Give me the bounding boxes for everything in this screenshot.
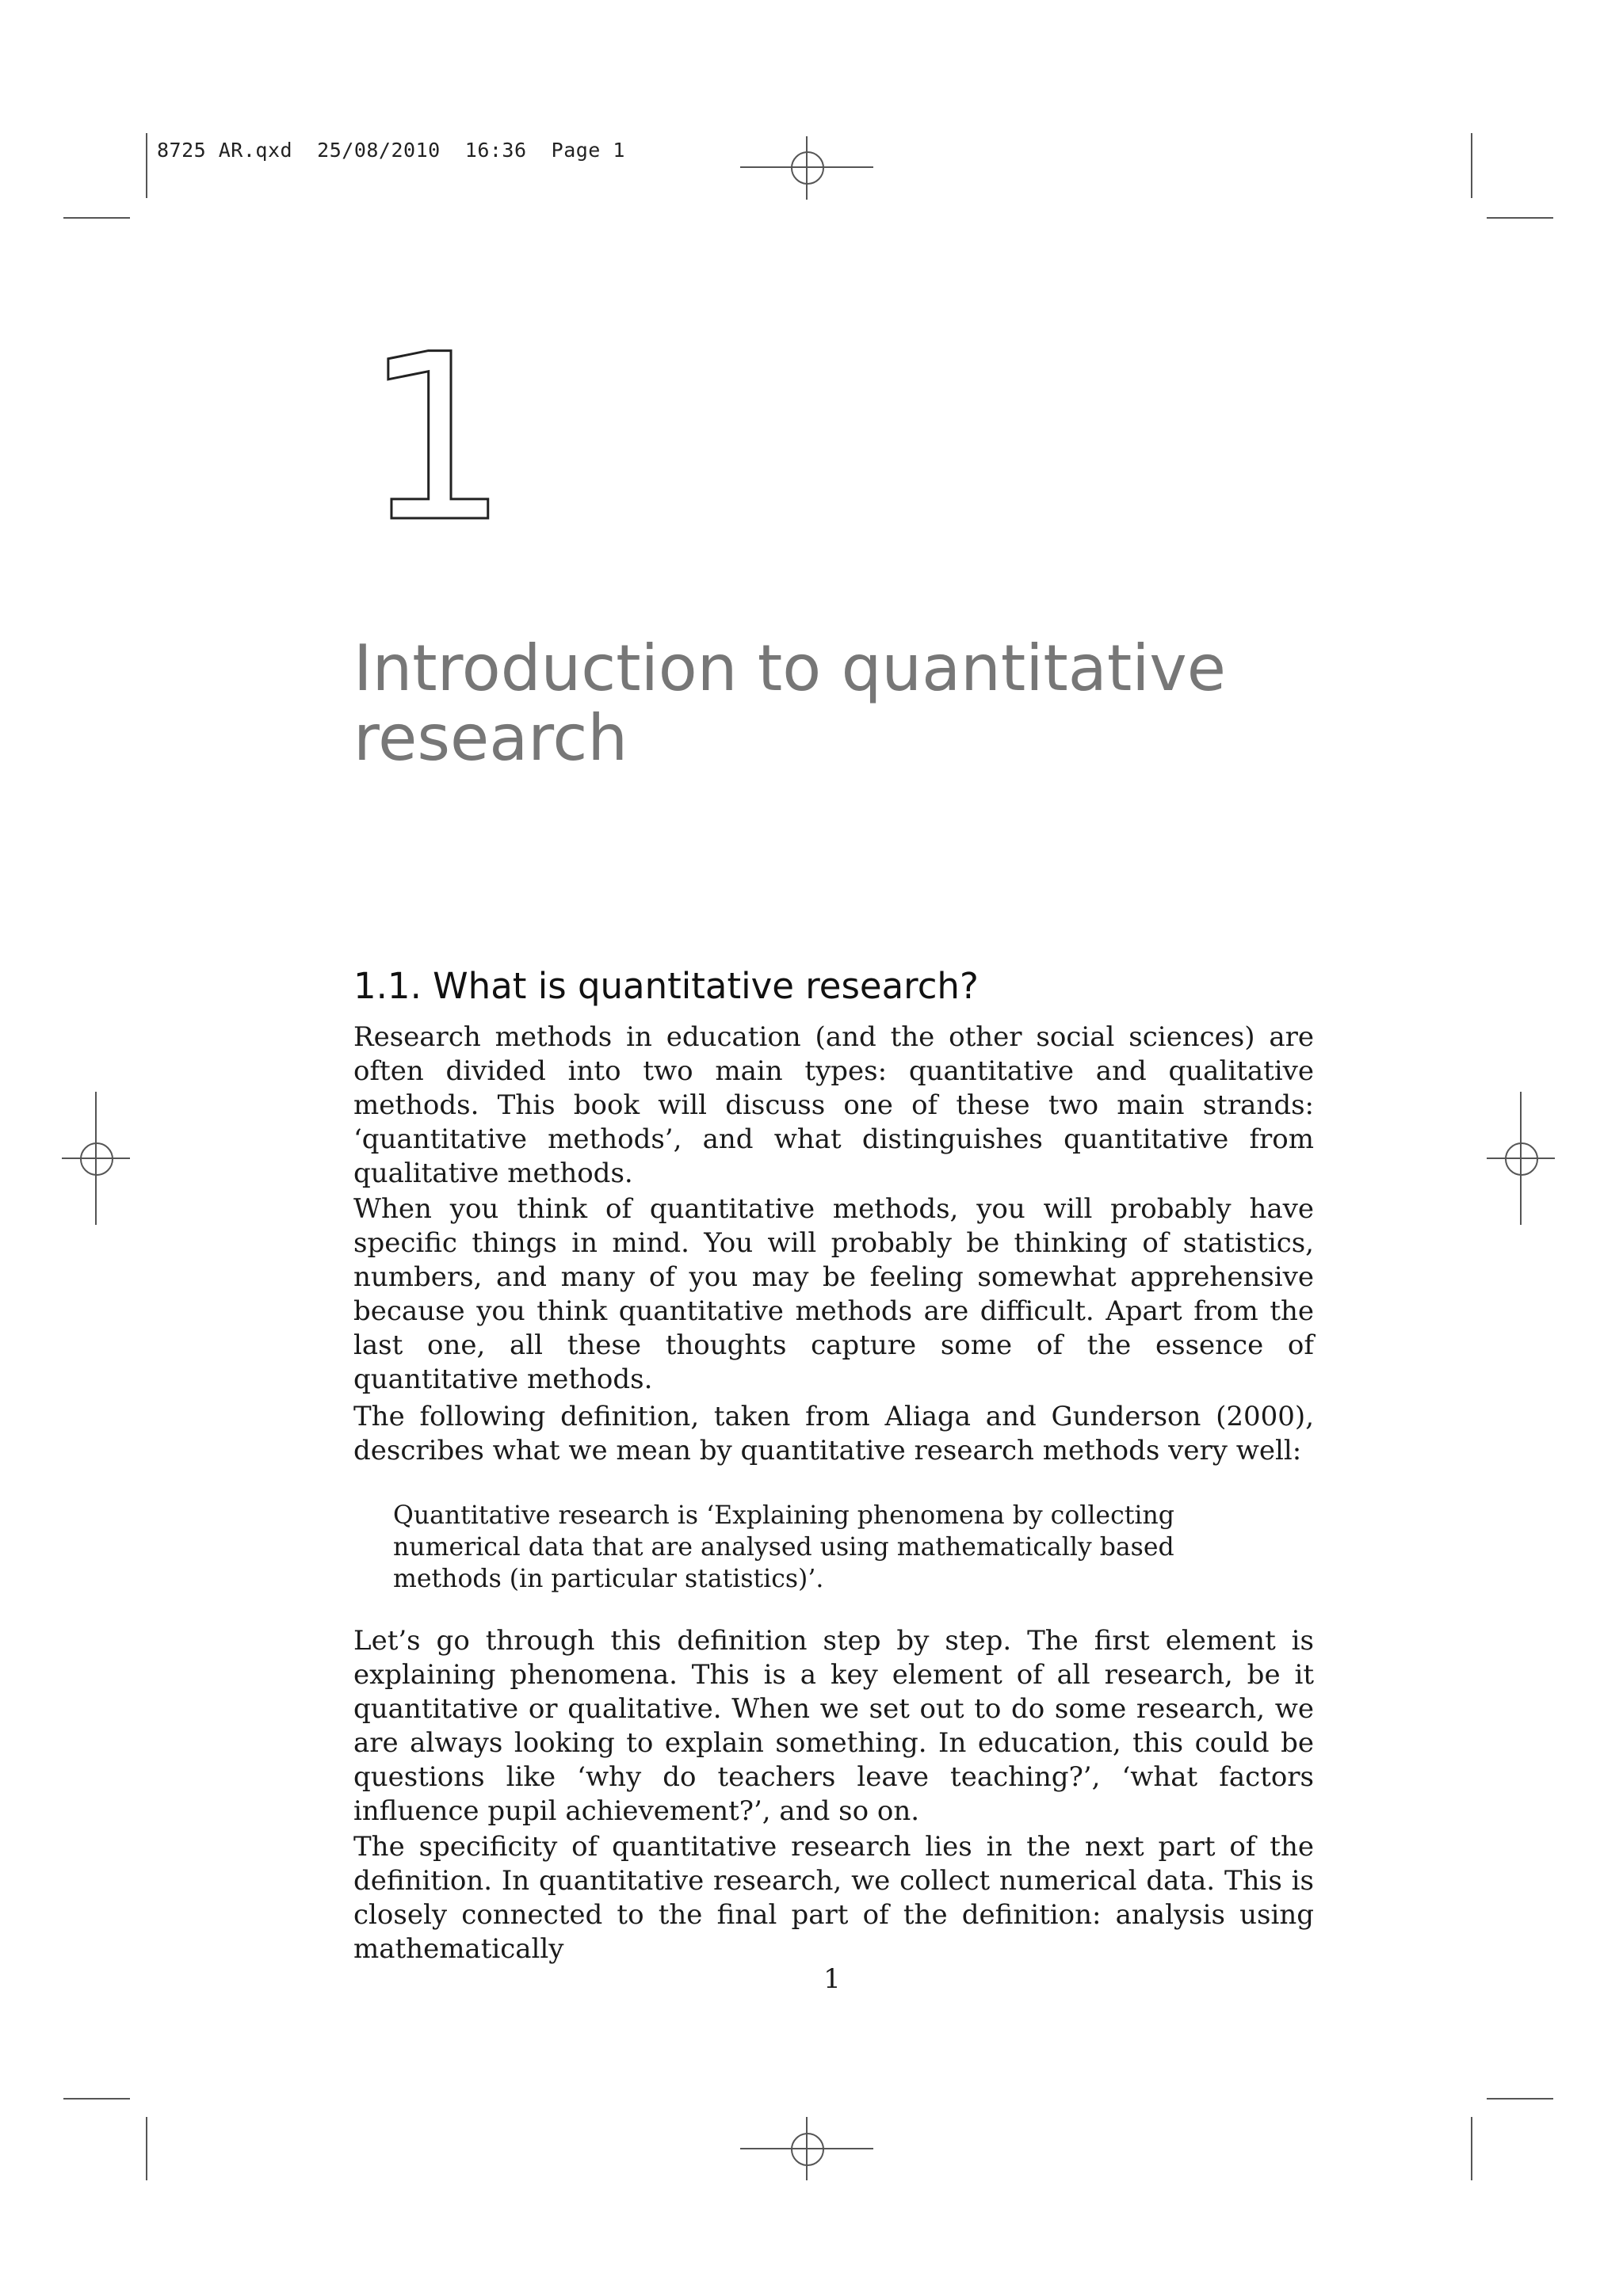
section-heading: 1.1. What is quantitative research? <box>353 965 979 1007</box>
crop-mark <box>1471 133 1472 198</box>
paragraph: When you think of quantitative methods, you will probably have specific things in mind. You will probably be thinking of statistics, numbers, and many of you may be feeling somewhat apprehensive because you think quantitative methods are difficult. Apart from the last one, all these thoughts capture some of the essence of quantitative methods. <box>353 1193 1314 1395</box>
crop-mark <box>1471 2117 1472 2180</box>
crop-mark <box>1487 217 1553 219</box>
crop-mark <box>1487 2098 1553 2100</box>
page-number: 1 <box>823 1963 841 1995</box>
crop-mark <box>63 2098 130 2100</box>
paragraph: The following definition, taken from Aliaga and Gunderson (2000), describes what we mean by quantitative research methods very well: <box>353 1401 1314 1466</box>
chapter-number: 1 <box>363 306 510 573</box>
definition-blockquote: Quantitative research is ‘Explaining phenomena by collecting numerical data that are analysed using mathematically based methods (in particular statistics)’. <box>393 1501 1174 1593</box>
crop-mark <box>63 217 130 219</box>
print-slug-line: 8725 AR.qxd 25/08/2010 16:36 Page 1 <box>157 139 625 162</box>
paragraph: Research methods in education (and the other social sciences) are often divided into two main types: quantitative and qualitative methods. This book will discuss one of these two main strands: ‘quantitative methods’, and what distinguishes quantitative from qualitative methods. <box>353 1021 1314 1189</box>
crop-mark <box>146 2117 147 2180</box>
paragraph: The specificity of quantitative research lies in the next part of the definition. In quantitative research, we collect numerical data. This is closely connected to the final part of the definition: analysis using mathematically <box>353 1831 1314 1965</box>
crop-mark <box>146 133 147 198</box>
chapter-title: Introduction to quantitative research <box>353 631 1226 775</box>
paragraph: Let’s go through this definition step by step. The first element is explaining phenomena. This is a key element of all research, be it quantitative or qualitative. When we set out to do some research, we are always looking to explain something. In education, this could be questions like ‘why do teachers leave teaching?’, ‘what factors influence pupil achievement?’, and so on. <box>353 1625 1314 1827</box>
